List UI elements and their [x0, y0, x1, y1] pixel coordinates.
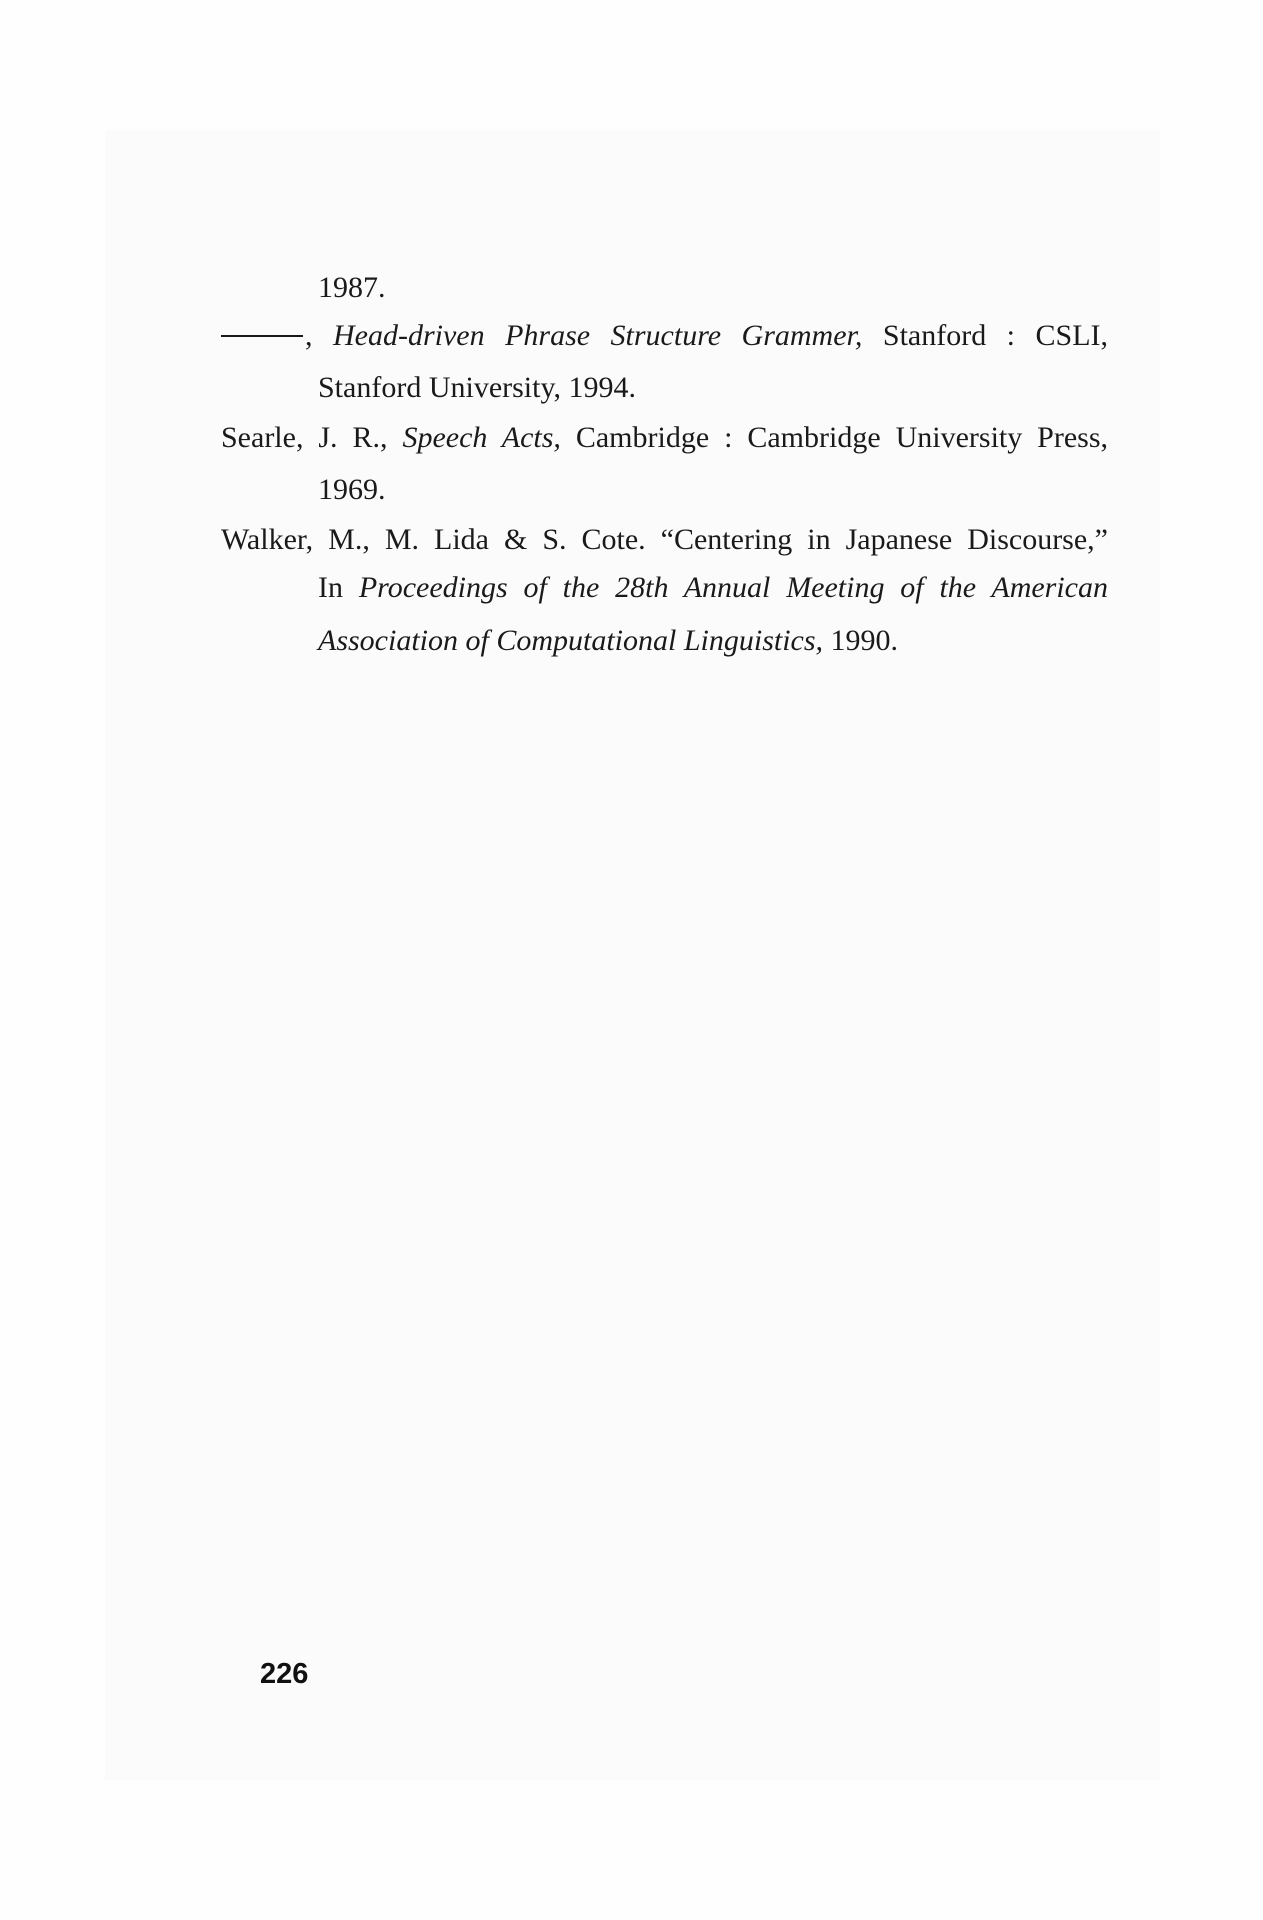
reference-entry — [221, 520, 1108, 560]
repeat-author-dash — [221, 335, 303, 337]
reference-text: , — [305, 319, 313, 352]
reference-entry — [221, 316, 1108, 356]
reference-continuation-line — [318, 568, 1108, 608]
reference-entry — [221, 418, 1108, 458]
reference-title: Proceedings of the 28th Annual Meeting of the American — [358, 571, 1109, 604]
reference-continuation-line — [318, 268, 386, 308]
reference-continuation-line — [318, 368, 636, 408]
reference-text: 1969. — [318, 473, 386, 506]
reference-author: Searle, J. R., — [221, 421, 388, 454]
reference-text: 1990. — [830, 624, 899, 657]
page-number: 226 — [260, 1658, 309, 1690]
reference-text: Walker, M., M. Lida & S. Cote. “Centering in Japanese Discourse,” — [221, 523, 1108, 556]
reference-continuation-line — [318, 621, 898, 661]
reference-publisher: Cambridge : Cambridge University Press, — [575, 421, 1109, 454]
reference-text: Stanford University, 1994. — [318, 371, 637, 404]
reference-title: Association of Computational Linguistics, — [318, 624, 824, 657]
reference-text: In — [318, 571, 343, 604]
reference-title: Speech Acts, — [402, 421, 561, 454]
reference-text: 1987. — [318, 271, 386, 304]
reference-title: Head-driven Phrase Structure Grammer, — [332, 319, 863, 352]
reference-continuation-line — [318, 470, 386, 510]
reference-publisher: Stanford : CSLI, — [882, 319, 1109, 352]
